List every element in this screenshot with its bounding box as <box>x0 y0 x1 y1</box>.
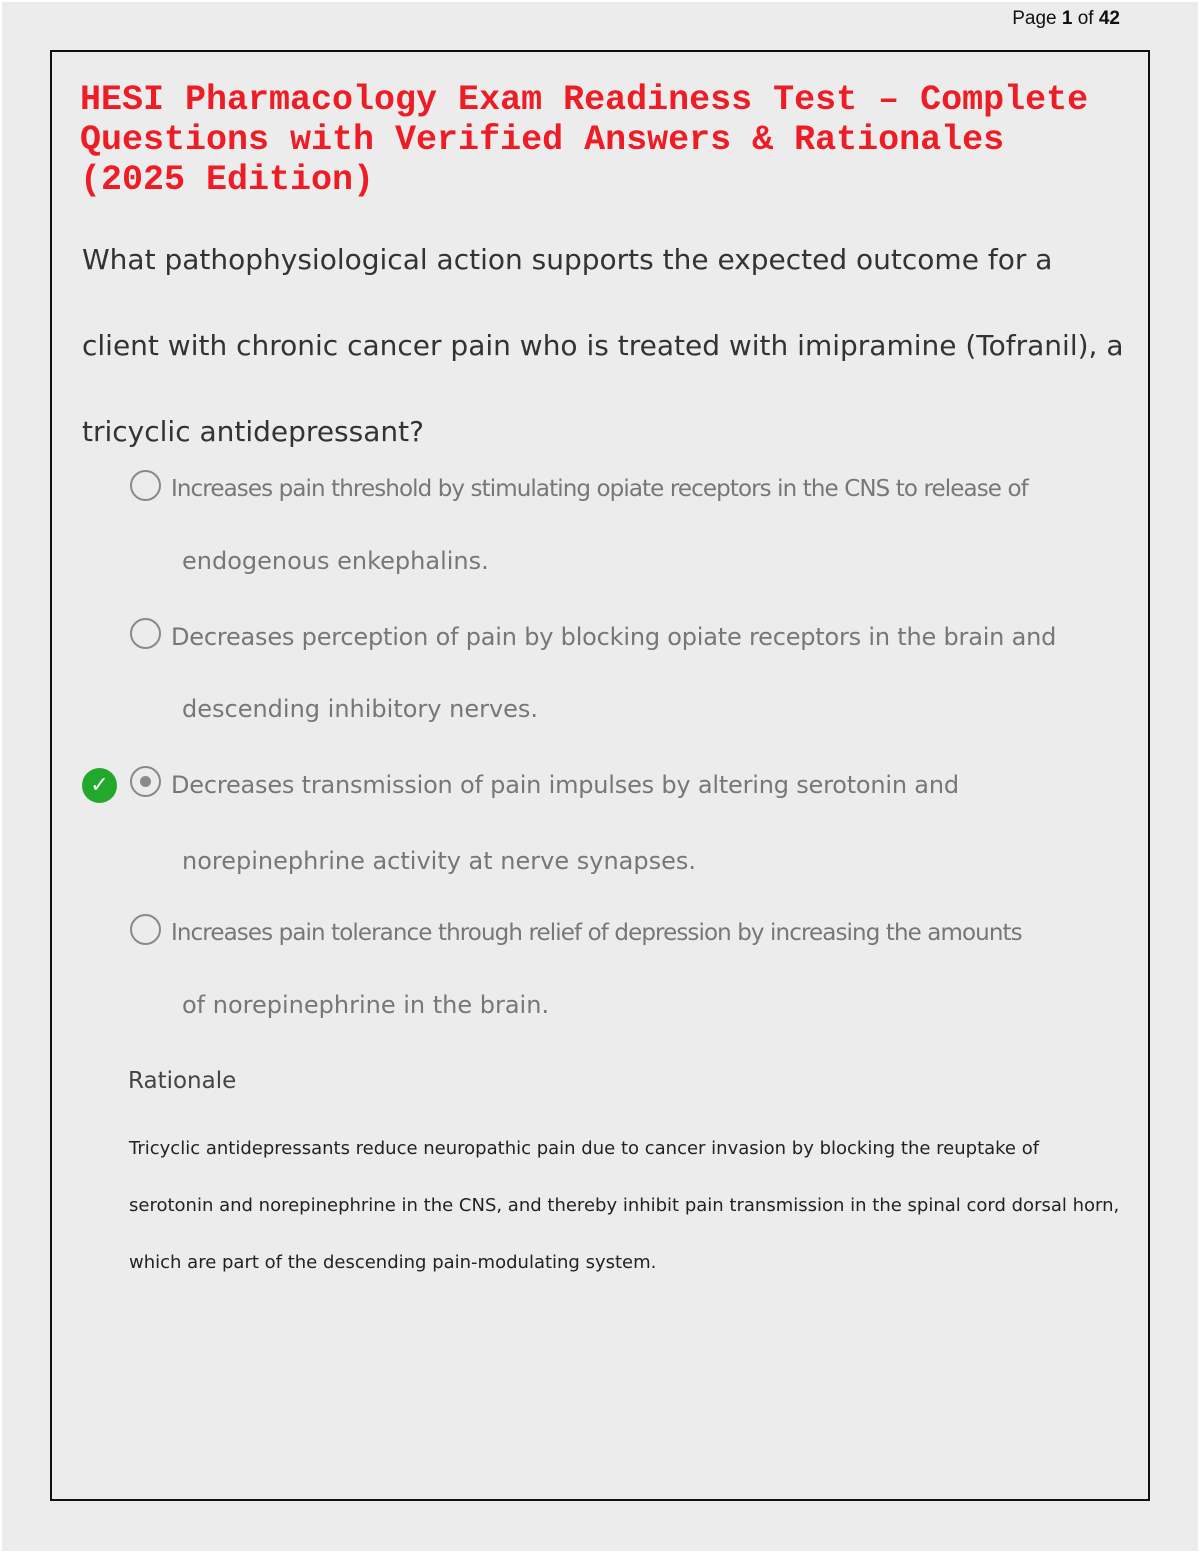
page-current: 1 <box>1061 8 1073 29</box>
document-title: HESI Pharmacology Exam Readiness Test – Complete Questions with Verified Answers & Rationales (2025 Edition) <box>80 80 1089 200</box>
rationale-heading: Rationale <box>128 1068 237 1094</box>
document-page <box>2 2 1198 1551</box>
correct-check-icon: ✓ <box>82 768 117 803</box>
option-text-line2: descending inhibitory nerves. <box>182 695 539 723</box>
radio-button-icon[interactable] <box>130 914 161 945</box>
answer-option-2[interactable] <box>52 618 1152 768</box>
radio-button-icon[interactable] <box>130 618 161 649</box>
page-number <box>1012 8 1120 30</box>
option-text-line1: Decreases transmission of pain impulses by altering serotonin and <box>171 771 959 799</box>
option-text-line1: Decreases perception of pain by blocking opiate receptors in the brain and <box>171 623 1057 651</box>
page-total: 42 <box>1098 8 1120 29</box>
option-text-line2: norepinephrine activity at nerve synapses. <box>182 847 697 875</box>
option-text-line2: of norepinephrine in the brain. <box>182 991 550 1019</box>
content-frame <box>50 50 1150 1501</box>
question-text: What pathophysiological action supports the expected outcome for a client with chronic cancer pain who is treated with imipramine (Tofranil), a tricyclic antidepressant? <box>82 243 1124 448</box>
option-text-line2: endogenous enkephalins. <box>182 547 489 575</box>
option-text-line1: Increases pain threshold by stimulating opiate receptors in the CNS to release of <box>171 476 1028 502</box>
answer-option-4[interactable] <box>52 914 1152 1064</box>
radio-button-selected-icon[interactable] <box>130 766 161 797</box>
page-prefix: Page <box>1012 8 1057 29</box>
answer-option-1[interactable] <box>52 470 1152 620</box>
page-of: of <box>1077 8 1094 29</box>
option-text-line1: Increases pain tolerance through relief of depression by increasing the amounts <box>171 920 1022 946</box>
radio-button-icon[interactable] <box>130 470 161 501</box>
rationale-text: Tricyclic antidepressants reduce neuropathic pain due to cancer invasion by blocking the reuptake of serotonin and norepinephrine in the CNS, and thereby inhibit pain transmission in the spinal cord dorsal horn, which are part of the descending pain-modulating system. <box>129 1138 1120 1273</box>
answer-option-3[interactable] <box>52 766 1152 916</box>
